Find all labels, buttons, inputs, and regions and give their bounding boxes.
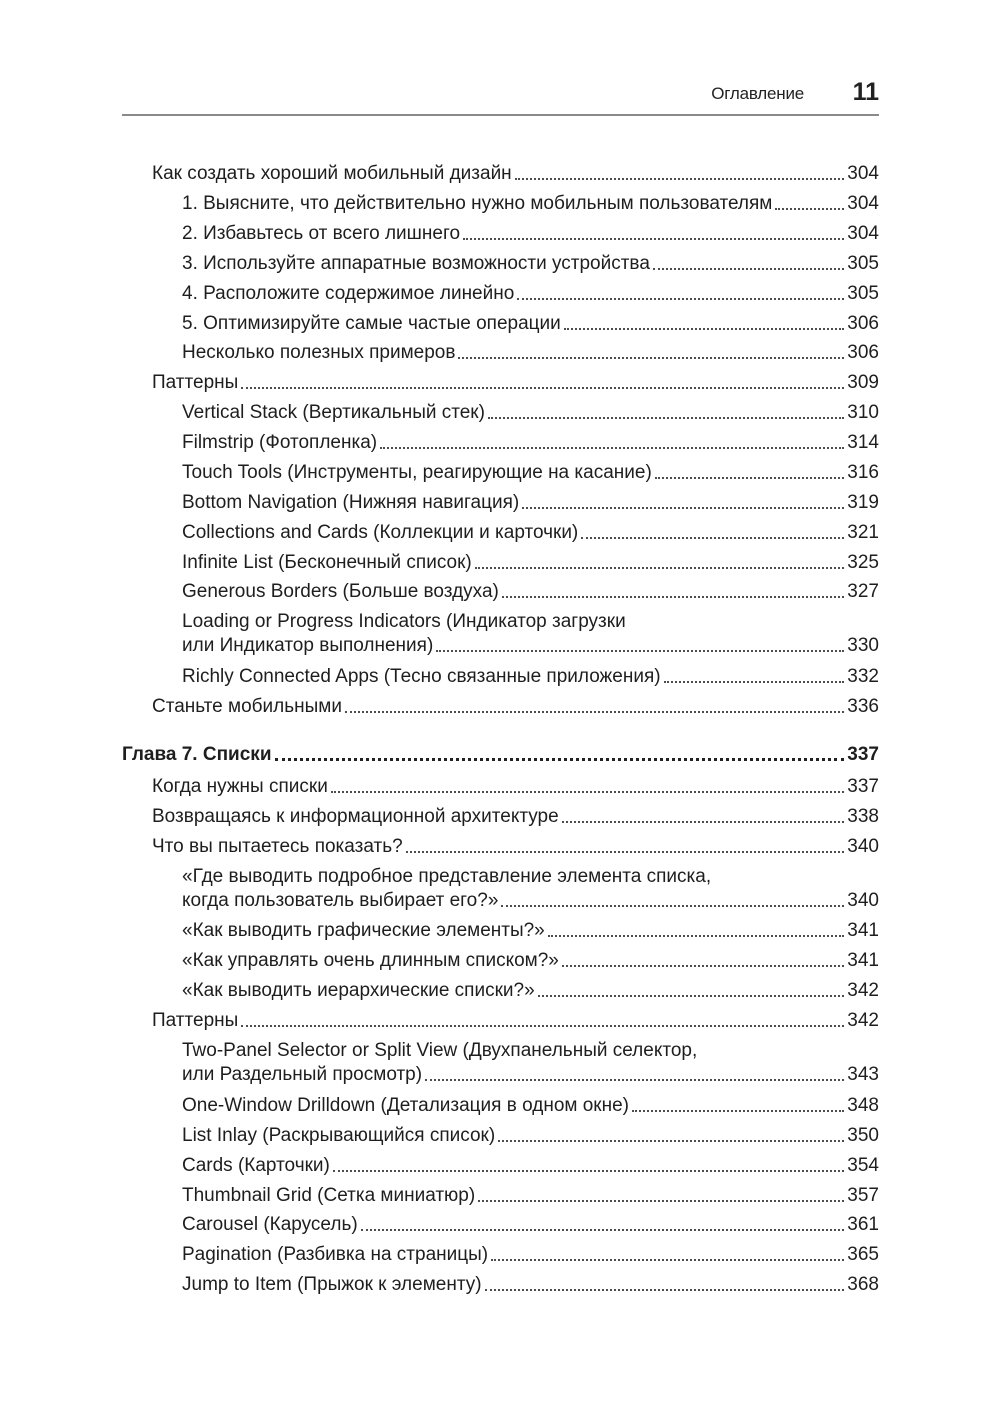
toc-entry [182,1213,879,1237]
toc-entry-title: Carousel (Карусель) [182,1214,358,1235]
toc-entry-page: 316 [847,462,879,483]
toc-entry-page: 341 [847,950,879,971]
toc-entry [152,1009,879,1033]
toc-entry-title: Loading or Progress Indicators (Индикатор загрузки [182,611,626,632]
toc-entry-page: 325 [847,552,879,573]
leader-dots [522,507,844,509]
toc-entry-title: Возвращаясь к информационной архитектуре [152,806,559,827]
toc-entry-title: Станьте мобильными [152,696,342,717]
toc-entry-title-continued: или Раздельный просмотр) [182,1064,423,1085]
toc-entry [182,401,879,425]
toc-entry [152,805,879,829]
toc-entry-page: 319 [847,492,879,513]
toc-entry-page: 340 [847,836,879,857]
toc-entry [182,521,879,545]
toc-entry-title: Bottom Navigation (Нижняя навигация) [182,492,520,513]
toc-entry [182,1094,879,1118]
toc-entry-page: 342 [847,980,879,1001]
leader-dots [653,268,844,270]
toc-entry-title: Что вы пытаетесь показать? [152,836,403,857]
toc-entry-title: «Как выводить графические элементы?» [182,920,545,941]
toc-entry-page: 337 [847,744,879,765]
leader-dots [380,447,844,449]
toc-entry [182,192,879,216]
toc-entry-title: 5. Оптимизируйте самые частые операции [182,313,561,334]
toc-entry [182,491,879,515]
leader-dots [241,387,844,389]
leader-dots [664,681,845,683]
toc-entry-page: 304 [847,163,879,184]
leader-dots [548,935,845,937]
toc-entry-second-line [182,634,879,658]
toc-entry-title: Несколько полезных примеров [182,342,456,363]
toc-entry [182,252,879,276]
toc-entry [182,1039,879,1087]
toc-entry-page: 365 [847,1244,879,1265]
toc-entry [182,580,879,604]
toc-entry-page: 321 [847,522,879,543]
leader-dots [562,965,844,967]
toc-entry-title: Generous Borders (Больше воздуха) [182,581,499,602]
running-header-title: Оглавление [711,84,804,103]
toc-entry-title: «Как выводить иерархические списки?» [182,980,535,1001]
leader-dots [361,1229,845,1231]
toc-entry-page: 336 [847,696,879,717]
toc-entry-title: 1. Выясните, что действительно нужно мобильным пользователям [182,193,773,214]
toc-entry-title: «Где выводить подробное представление элемента списка, [182,866,712,887]
toc-entry-second-line [182,889,879,913]
leader-dots [491,1259,844,1261]
toc-entry-title-continued: или Индикатор выполнения) [182,635,434,656]
toc-entry-title: List Inlay (Раскрывающийся список) [182,1125,496,1146]
leader-dots [517,298,844,300]
toc-entry-page: 305 [847,253,879,274]
toc-entry-title: Pagination (Разбивка на страницы) [182,1244,489,1265]
leader-dots [275,758,845,761]
toc-entry [152,162,879,186]
toc-entry-page: 309 [847,372,879,393]
toc-entry-page: 306 [847,342,879,363]
toc-entry-title: Two-Panel Selector or Split View (Двухпанельный селектор, [182,1040,698,1061]
toc-entry-page: 343 [847,1064,879,1085]
toc-chapter-title: Глава 7. Списки [122,744,272,765]
toc-entry-title: Паттерны [152,372,239,393]
toc-entry-page: 314 [847,432,879,453]
toc-entry-title: Infinite List (Бесконечный список) [182,552,472,573]
toc-entry-page: 342 [847,1010,879,1031]
toc-entry-page: 368 [847,1274,879,1295]
toc-entry [152,835,879,859]
toc-entry-title: Vertical Stack (Вертикальный стек) [182,402,485,423]
toc-entry-title: Thumbnail Grid (Сетка миниатюр) [182,1185,476,1206]
leader-dots [501,905,844,907]
toc-entry-page: 310 [847,402,879,423]
toc-entry [182,1184,879,1208]
leader-dots [632,1110,844,1112]
toc-entry-page: 304 [847,193,879,214]
leader-dots [538,995,845,997]
toc-entry-page: 341 [847,920,879,941]
toc-entry [182,551,879,575]
leader-dots [458,357,844,359]
leader-dots [564,328,845,330]
toc-entry [182,341,879,365]
toc-entry-title: Touch Tools (Инструменты, реагирующие на касание) [182,462,652,483]
leader-dots [241,1025,844,1027]
toc-entry-title: Collections and Cards (Коллекции и карточки) [182,522,579,543]
toc-entry-title: 2. Избавьтесь от всего лишнего [182,223,461,244]
toc-entry [182,461,879,485]
toc-entry [182,610,879,658]
toc-entry [182,431,879,455]
leader-dots [406,851,845,853]
toc-entry [182,919,879,943]
toc-entry-page: 340 [847,890,879,911]
toc-entry-page: 338 [847,806,879,827]
toc-entry [182,949,879,973]
toc-entry-title: One-Window Drilldown (Детализация в одном окне) [182,1095,630,1116]
toc-entry-title: Jump to Item (Прыжок к элементу) [182,1274,482,1295]
toc-entry-page: 327 [847,581,879,602]
toc-entry-title: Richly Connected Apps (Тесно связанные приложения) [182,666,661,687]
toc-chapter-entry [122,743,879,767]
toc-entry [182,1273,879,1297]
leader-dots [502,596,844,598]
toc-entry [182,282,879,306]
toc-entry-title: Как создать хороший мобильный дизайн [152,163,512,184]
toc-entry-page: 357 [847,1185,879,1206]
toc-entry-page: 306 [847,313,879,334]
leader-dots [333,1170,844,1172]
toc-entry-page: 361 [847,1214,879,1235]
leader-dots [655,477,845,479]
leader-dots [498,1140,844,1142]
leader-dots [478,1200,844,1202]
page-number: 11 [852,78,879,106]
toc-entry [182,1243,879,1267]
leader-dots [775,208,844,210]
toc-entry-second-line [182,1063,879,1087]
toc-entry [182,312,879,336]
toc-entry [182,222,879,246]
toc-entry-title: Cards (Карточки) [182,1155,330,1176]
leader-dots [562,821,845,823]
toc-entry-title: «Как управлять очень длинным списком?» [182,950,559,971]
toc-entry-page: 304 [847,223,879,244]
toc-entry-page: 350 [847,1125,879,1146]
toc-entry [152,695,879,719]
toc-entry-title: Паттерны [152,1010,239,1031]
toc-entry [182,865,879,913]
leader-dots [488,417,844,419]
toc-entry-title: 3. Используйте аппаратные возможности устройства [182,253,650,274]
leader-dots [331,791,844,793]
leader-dots [345,711,844,713]
leader-dots [463,238,844,240]
toc-entry-title: Filmstrip (Фотопленка) [182,432,378,453]
toc-entry-title: Когда нужны списки [152,776,328,797]
toc-entry-page: 332 [847,666,879,687]
toc-entry [152,371,879,395]
toc-entry-page: 354 [847,1155,879,1176]
toc-entry [152,775,879,799]
toc-entry [182,1154,879,1178]
leader-dots [581,537,844,539]
toc-entry-title: 4. Расположите содержимое линейно [182,283,515,304]
leader-dots [475,567,845,569]
leader-dots [485,1289,845,1291]
toc-entry-page: 305 [847,283,879,304]
toc-entry-title-continued: когда пользователь выбирает его?» [182,890,499,911]
toc-entry-page: 330 [847,635,879,656]
toc-entry [182,665,879,689]
toc-entry [182,979,879,1003]
toc-entry-page: 348 [847,1095,879,1116]
toc-entry-page: 337 [847,776,879,797]
leader-dots [425,1079,844,1081]
leader-dots [436,650,844,652]
leader-dots [515,178,845,180]
toc-entry [182,1124,879,1148]
